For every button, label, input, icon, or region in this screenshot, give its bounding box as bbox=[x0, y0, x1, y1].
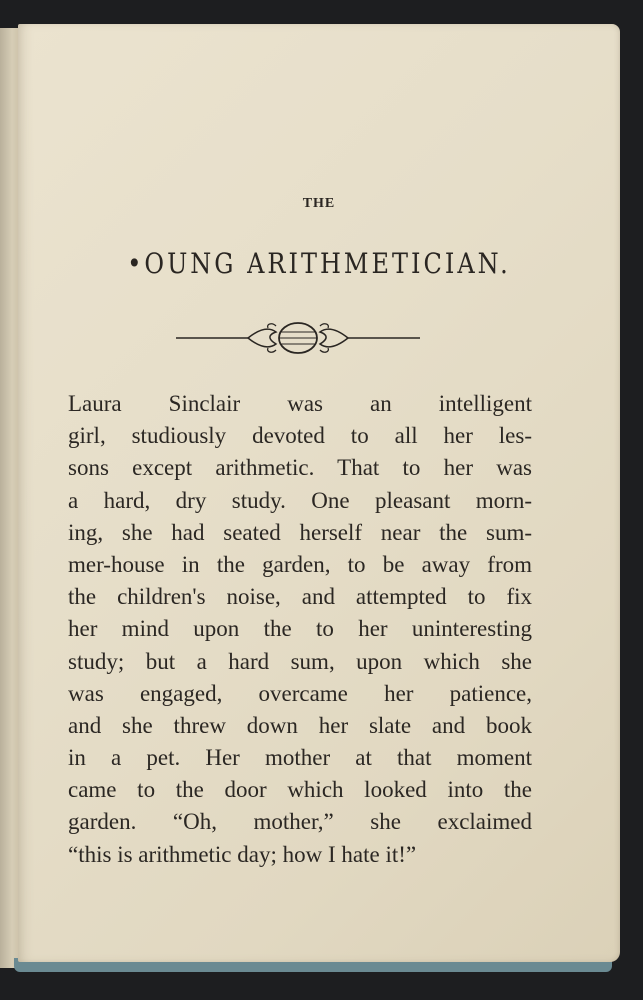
text-line: the children's noise, and attempted to fix bbox=[68, 584, 532, 610]
text-line: and she threw down her slate and book bbox=[68, 712, 532, 738]
text-line: was engaged, overcame her patience, bbox=[68, 680, 532, 706]
text-line: “this is arithmetic day; how I hate it!” bbox=[68, 841, 417, 867]
text-line: girl, studiously devoted to all her les- bbox=[68, 423, 532, 449]
text-line: Laura Sinclair was an intelligent bbox=[68, 391, 532, 416]
fleuron-ornament-icon bbox=[176, 318, 420, 358]
chapter-title: •OUNG ARITHMETICIAN. bbox=[127, 247, 511, 281]
text-line: garden. “Oh, mother,” she exclaimed bbox=[68, 809, 532, 835]
text-line: a hard, dry study. One pleasant morn- bbox=[68, 487, 532, 513]
text-line: sons except arithmetic. That to her was bbox=[68, 455, 532, 481]
text-line: in a pet. Her mother at that moment bbox=[68, 745, 532, 771]
text-line: her mind upon the to her uninteresting bbox=[68, 616, 532, 642]
running-head: THE bbox=[302, 196, 336, 211]
text-line: came to the door which looked into the bbox=[68, 777, 532, 803]
text-line: mer-house in the garden, to be away from bbox=[68, 551, 532, 577]
text-line: study; but a hard sum, upon which she bbox=[68, 648, 532, 674]
text-line: ing, she had seated herself near the sum- bbox=[68, 519, 532, 545]
book-page bbox=[18, 24, 620, 962]
body-paragraph bbox=[68, 388, 532, 871]
